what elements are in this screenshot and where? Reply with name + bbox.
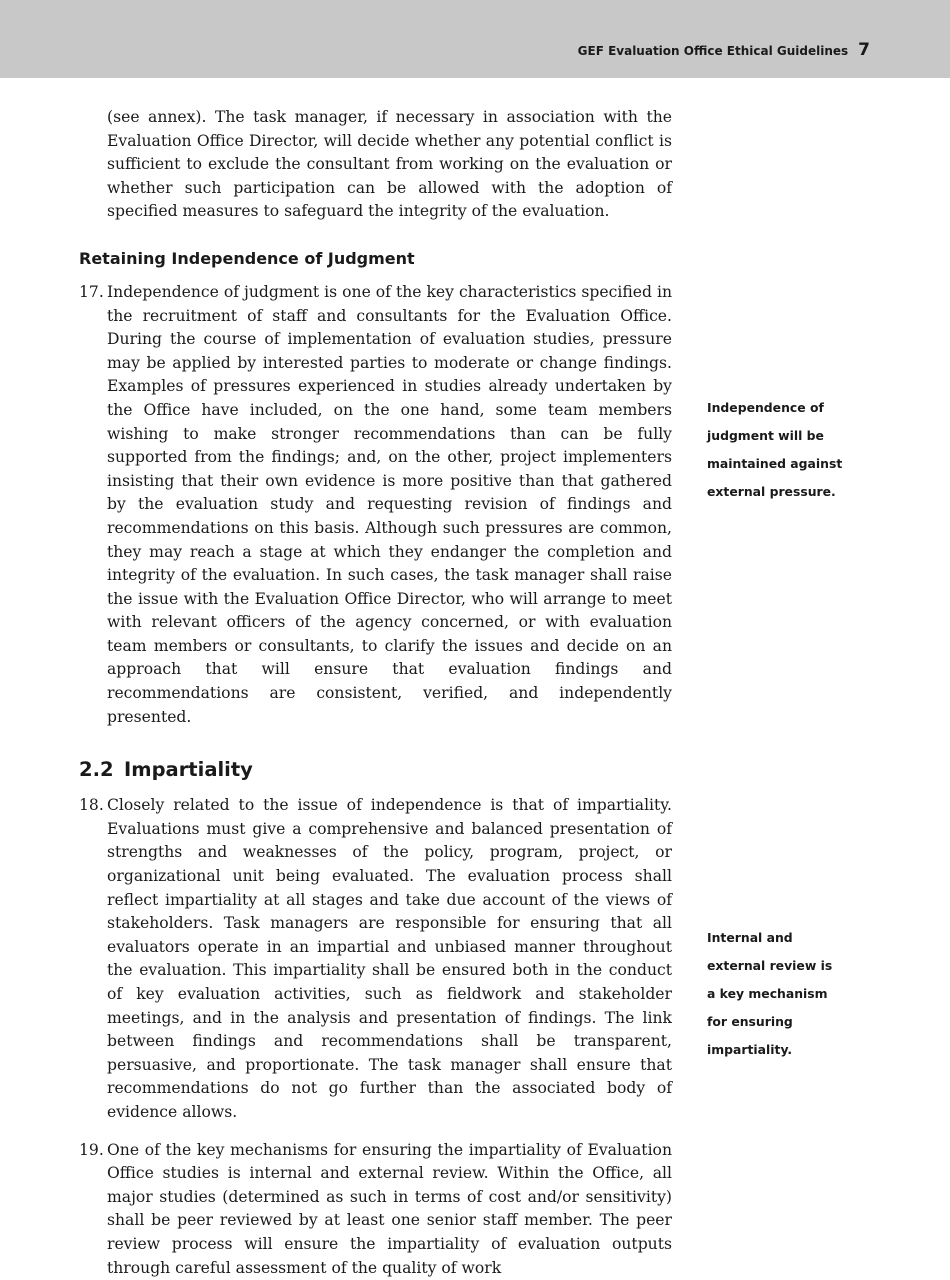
- paragraph-number: 17.: [79, 282, 104, 301]
- paragraph-text: Independence of judgment is one of the key characteristics specified in the recruitment of staff and consultants for the Evaluation Office. During the course of implementation of evaluation studies, pressure may be applied by interested parties to moderate or change findings. Examples of pressures experienced in studies already undertaken by the Office have included, on the one hand, some team members wishing to make stronger recommendations than can be fully supported from the findings; and, on the other, project implementers insisting that their own evidence is more positive than that gathered by the evaluation study and requesting revision of findings and recommendations on this basis. Although such pressures are common, they may reach a stage at which they endanger the completion and integrity of the evaluation. In such cases, the task manager shall raise the issue with the Evaluation Office Director, who will arrange to meet with relevant officers of the agency concerned, or with evaluation team members or consultants, to clarify the issues and decide on an approach that will ensure that evaluation findings and recommendations are consistent, verified, and independently presented.: [107, 282, 672, 726]
- paragraph-number: 19.: [79, 1140, 104, 1159]
- paragraph-gap: [79, 1125, 672, 1139]
- margin-note-line: external review is: [707, 958, 833, 973]
- paragraph-text: Closely related to the issue of independence is that of impartiality. Evaluations must give a comprehensive and balanced presentation of strengths and weaknesses of the policy, program, project, or organizational unit being evaluated. The evaluation process shall reflect impartiality at all stages and take due account of the views of stakeholders. Task managers are responsible for ensuring that all evaluators operate in an impartial and unbiased manner throughout the evaluation. This impartiality shall be ensured both in the conduct of key evaluation activities, such as fieldwork and stakeholder meetings, and in the analysis and presentation of findings. The link between findings and recommendations shall be transparent, persuasive, and proportionate. The task manager shall ensure that recommendations do not go further than the associated body of evidence allows.: [107, 796, 672, 1121]
- main-text-column: [79, 106, 672, 1280]
- margin-note-review: [707, 924, 867, 1064]
- margin-note-line: a key mechanism: [707, 986, 828, 1001]
- paragraph-text: One of the key mechanisms for ensuring the impartiality of Evaluation Office studies is internal and external review. Within the Office, all major studies (determined as such in terms of cost and/or sensitivity) shall be peer reviewed by at least one senior staff member. The peer review process will ensure the impartiality of evaluation outputs through careful assessment of the quality of work: [107, 1140, 672, 1277]
- header-band: [0, 0, 950, 78]
- margin-note-independence: [707, 394, 867, 506]
- margin-note-line: maintained against: [707, 456, 843, 471]
- section-number: 2.2: [79, 758, 114, 782]
- continued-paragraph: (see annex). The task manager, if necessary in association with the Evaluation Office Director, will decide whether any potential conflict is sufficient to exclude the consultant from working on the evaluation or whether such participation can be allowed with the adoption of specified measures to safeguard the integrity of the evaluation.: [107, 108, 672, 221]
- margin-note-line: Internal and: [707, 930, 793, 945]
- running-head: [578, 40, 870, 60]
- paragraph-19: [79, 1139, 672, 1280]
- running-title: GEF Evaluation Office Ethical Guidelines: [577, 44, 849, 58]
- margin-note-line: for ensuring: [707, 1014, 793, 1029]
- section-title: Impartiality: [124, 758, 253, 782]
- margin-note-line: judgment will be: [707, 428, 824, 443]
- margin-note-line: Independence of: [707, 400, 824, 415]
- subheading: Retaining Independence of Judgment: [79, 248, 415, 268]
- paragraph-number: 18.: [79, 796, 104, 815]
- page-number: 7: [858, 40, 870, 60]
- section-heading: [79, 757, 672, 783]
- margin-note-line: impartiality.: [707, 1042, 793, 1057]
- paragraph-17: [79, 281, 672, 729]
- paragraph-18: [79, 794, 672, 1124]
- margin-note-line: external pressure.: [707, 484, 836, 499]
